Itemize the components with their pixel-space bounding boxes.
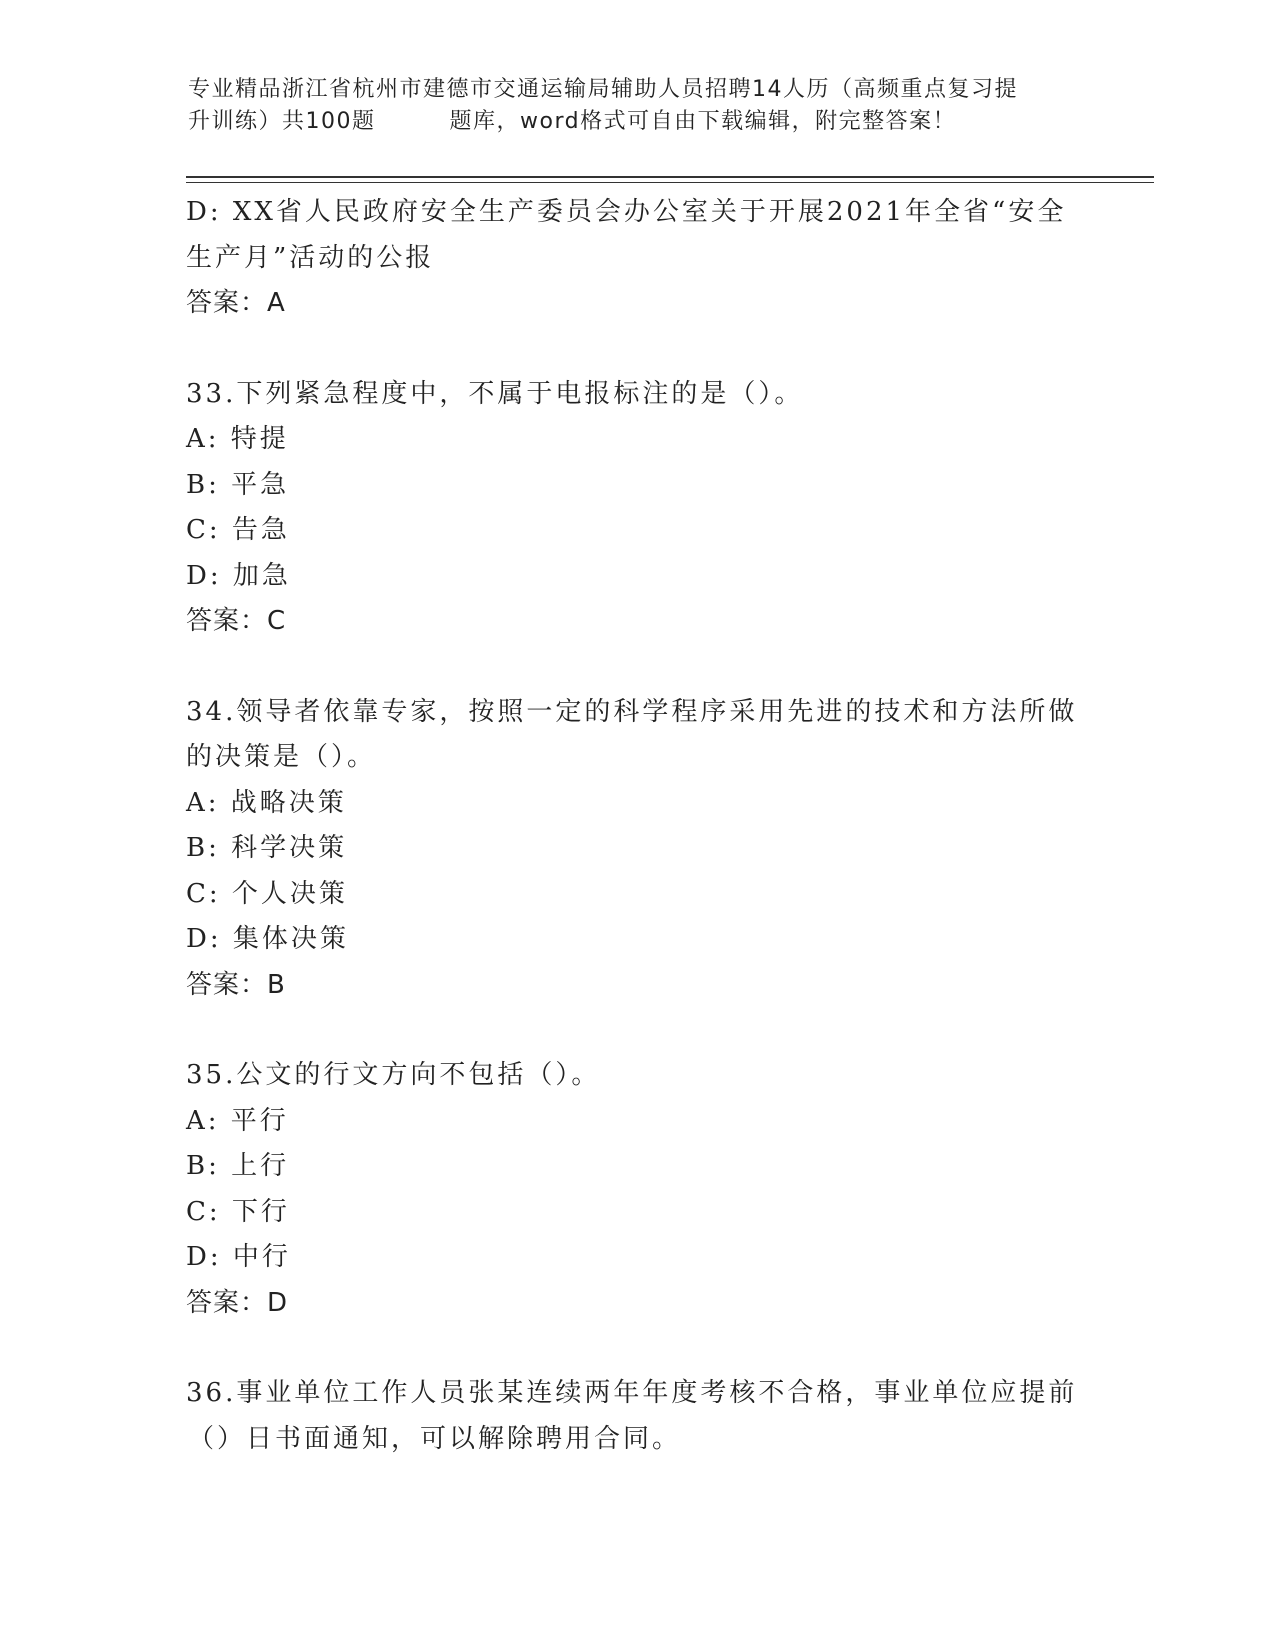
option-a: A: 特提 <box>186 424 289 454</box>
question-stem: 34.领导者依靠专家，按照一定的科学程序采用先进的技术和方法所做 <box>186 696 1078 727</box>
answer: 答案：A <box>186 288 286 318</box>
option-d-continued: 生产月”活动的公报 <box>186 242 435 273</box>
question-33 <box>186 372 1086 645</box>
option-a: A: 平行 <box>186 1105 289 1136</box>
header-rule-thin <box>186 182 1154 183</box>
option-d: D: 中行 <box>186 1242 291 1272</box>
option-c: C: 个人决策 <box>186 878 348 909</box>
option-a: A: 战略决策 <box>186 787 347 818</box>
answer: 答案：C <box>186 606 287 636</box>
answer: 答案：D <box>186 1287 289 1318</box>
question-35 <box>186 1053 1086 1326</box>
document-body <box>186 190 1086 1462</box>
question-stem: 35.公文的行文方向不包括（）。 <box>186 1060 601 1090</box>
option-d: D: XX省人民政府安全生产委员会办公室关于开展2021年全省“安全 <box>186 197 1067 227</box>
answer: 答案：B <box>186 969 286 1000</box>
option-b: B: 科学决策 <box>186 833 348 863</box>
question-36 <box>186 1371 1086 1462</box>
header-line-2-right: 题库，word格式可自由下载编辑，附完整答案！ <box>449 109 957 134</box>
option-b: B: 平急 <box>186 469 290 500</box>
document-header <box>188 74 1088 138</box>
question-stem: 33.下列紧急程度中，不属于电报标注的是（）。 <box>186 378 804 409</box>
option-d: D: 集体决策 <box>186 924 349 954</box>
header-line-2 <box>188 106 1088 138</box>
option-d: D: 加急 <box>186 560 291 591</box>
header-line-1: 专业精品浙江省杭州市建德市交通运输局辅助人员招聘14人历（高频重点复习提 <box>188 77 1018 102</box>
option-c: C: 下行 <box>186 1196 290 1227</box>
option-c: C: 告急 <box>186 515 290 545</box>
question-stem-continued: （）日书面通知，可以解除聘用合同。 <box>188 1423 682 1454</box>
question-stem: 36.事业单位工作人员张某连续两年年度考核不合格，事业单位应提前 <box>186 1378 1078 1408</box>
question-prev <box>186 190 1086 327</box>
header-line-2-left: 升训练）共100题 <box>188 109 376 134</box>
option-b: B: 上行 <box>186 1151 290 1181</box>
question-34 <box>186 690 1086 1009</box>
header-rule-thick <box>186 176 1154 178</box>
question-stem-continued: 的决策是（）。 <box>186 742 377 772</box>
